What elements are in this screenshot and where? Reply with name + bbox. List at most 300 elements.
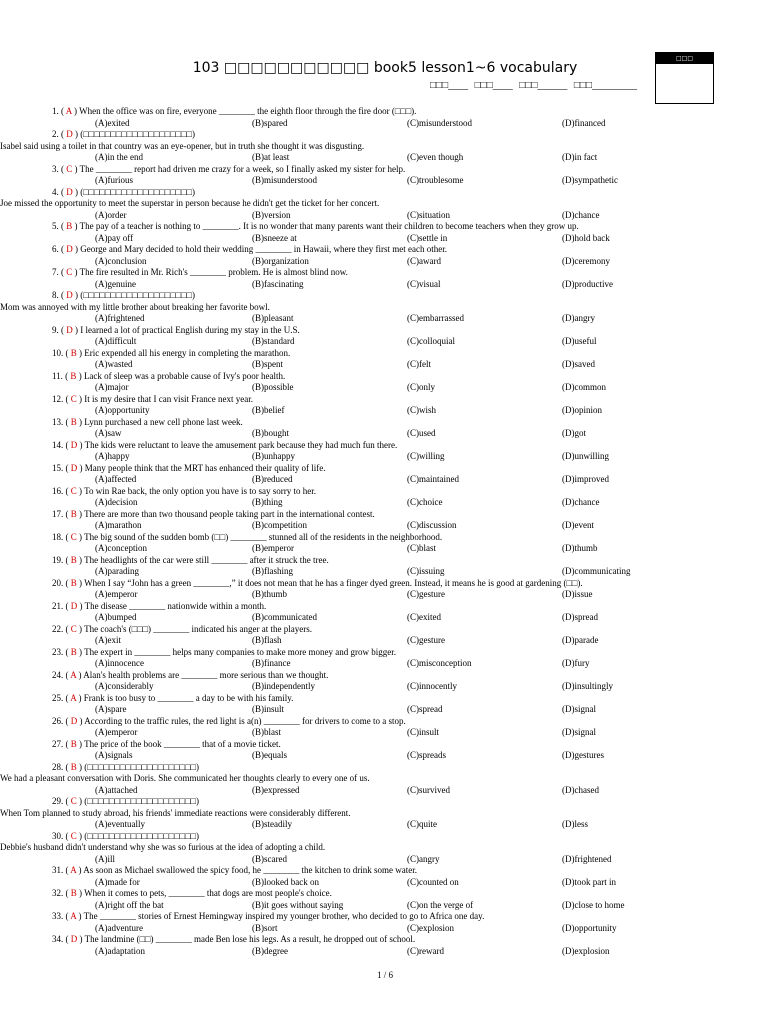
option-row xyxy=(52,474,732,486)
option-row xyxy=(52,152,732,164)
question-stem: The headlights of the car were still ________ after it struck the tree. xyxy=(84,554,329,565)
option-a: (A)frightened xyxy=(95,313,145,323)
option-a: (A)right off the bat xyxy=(95,899,164,910)
question-line xyxy=(52,290,732,302)
option-c: (C)used xyxy=(407,428,436,438)
option-a: (A)adventure xyxy=(95,922,143,933)
option-b: (B)spent xyxy=(252,359,283,369)
answer-close-paren: ) xyxy=(77,439,85,450)
answer-letter: C xyxy=(66,163,73,174)
answer-open-paren: ( xyxy=(63,416,71,427)
answer-close-paren: ) xyxy=(76,508,85,519)
answer-close-paren: ) xyxy=(72,163,80,174)
option-c: (C)only xyxy=(407,382,435,392)
option-d: (D)sympathetic xyxy=(562,175,618,185)
option-b: (B)steadily xyxy=(252,819,292,829)
answer-letter: C xyxy=(66,267,73,277)
answer-close-paren: ) xyxy=(76,577,85,588)
option-b: (B)it goes without saying xyxy=(252,899,344,910)
option-d: (D)event xyxy=(562,520,594,530)
option-a: (A)signals xyxy=(95,750,133,760)
option-row xyxy=(52,497,732,509)
answer-open-paren: ( xyxy=(63,485,71,496)
question-number: 24. xyxy=(52,669,64,680)
question-stem: George and Mary decided to hold their wedding ________ in Hawaii, where they first met each other. xyxy=(80,244,447,254)
question-line xyxy=(52,221,732,233)
answer-letter: A xyxy=(70,911,77,921)
answer-letter: A xyxy=(70,669,77,680)
question-item xyxy=(52,934,732,957)
question-context: Isabel said using a toilet in that country was an eye-opener, but in truth she thought it was disgusting. xyxy=(0,140,365,151)
question-item xyxy=(0,761,732,797)
question-item xyxy=(0,796,732,831)
option-a: (A)major xyxy=(95,382,129,392)
answer-close-paren: ) xyxy=(72,221,80,231)
option-c: (C)troublesome xyxy=(407,175,464,185)
question-context: Debbie's husband didn't understand why she was so furious at the idea of adopting a child. xyxy=(0,842,326,852)
question-context: When Tom planned to study abroad, his friends' immediate reactions were considerably different. xyxy=(0,807,351,818)
question-stem: The disease ________ nationwide within a month. xyxy=(84,600,267,611)
option-d: (D)signal xyxy=(562,704,596,714)
question-number: 11. xyxy=(52,370,63,381)
answer-letter: D xyxy=(66,290,73,300)
question-item xyxy=(52,693,732,716)
question-item xyxy=(52,106,732,129)
option-d: (D)common xyxy=(562,382,606,392)
question-stem: The landmine (□□) ________ made Ben lose his legs. As a result, he dropped out of school. xyxy=(84,934,416,944)
question-line xyxy=(52,555,732,567)
question-item xyxy=(52,555,732,578)
answer-letter: B xyxy=(70,508,77,519)
question-number: 26. xyxy=(52,715,64,726)
answer-letter: D xyxy=(66,186,73,197)
question-number: 5. xyxy=(52,221,59,231)
option-b: (B)expressed xyxy=(252,784,300,795)
question-line xyxy=(52,509,732,521)
answer-open-paren: ( xyxy=(63,715,71,726)
question-number: 17. xyxy=(52,508,64,519)
option-a: (A)decision xyxy=(95,497,138,507)
question-number: 27. xyxy=(52,738,64,749)
answer-letter: C xyxy=(70,623,77,634)
question-item xyxy=(52,670,732,693)
answer-letter: B xyxy=(70,554,77,565)
option-c: (C)gesture xyxy=(407,589,445,599)
option-d: (D)close to home xyxy=(562,899,625,910)
question-number: 4. xyxy=(52,186,59,197)
question-item xyxy=(52,739,732,762)
option-row xyxy=(52,118,732,130)
answer-close-paren: ) xyxy=(76,623,85,634)
question-stem: It is my desire that I can visit France next year. xyxy=(84,393,253,404)
answer-close-paren: ) xyxy=(76,393,85,404)
answer-letter: D xyxy=(70,715,78,726)
option-d: (D)productive xyxy=(562,278,613,289)
seat-field[interactable]: □□□____ xyxy=(474,80,513,91)
option-c: (C)felt xyxy=(407,359,431,369)
option-d: (D)insultingly xyxy=(562,681,613,691)
option-b: (B)fascinating xyxy=(252,278,304,289)
question-item xyxy=(52,911,732,934)
option-d: (D)spread xyxy=(562,612,598,622)
question-item xyxy=(52,348,732,371)
answer-letter: B xyxy=(70,738,77,749)
question-line xyxy=(52,164,732,176)
answer-open-paren: ( xyxy=(63,577,71,588)
option-a: (A)conclusion xyxy=(95,255,147,266)
answer-letter: B xyxy=(66,221,73,231)
answer-close-paren: ) xyxy=(76,485,85,496)
answer-open-paren: ( xyxy=(58,324,67,335)
option-b: (B)belief xyxy=(252,405,285,415)
question-line xyxy=(52,325,732,337)
question-stem: Alan's health problems are ________ more serious than we thought. xyxy=(83,669,329,680)
option-d: (D)saved xyxy=(562,359,595,369)
question-stem: The ________ report had driven me crazy for a week, so I finally asked my sister for help. xyxy=(79,163,406,174)
question-number: 33. xyxy=(52,911,64,921)
question-stem: The ________ stories of Ernest Hemingway inspired my younger brother, who decided to go to Africa one day. xyxy=(83,911,485,921)
answer-letter: C xyxy=(70,830,77,841)
option-row xyxy=(52,451,732,463)
question-stem: When the office was on fire, everyone ________ the eighth floor through the fire door (□□□). xyxy=(79,106,417,116)
question-number: 19. xyxy=(52,554,64,565)
option-a: (A)parading xyxy=(95,566,139,576)
answer-open-paren: ( xyxy=(58,221,67,231)
question-list xyxy=(0,106,732,957)
answer-open-paren: ( xyxy=(63,393,71,404)
answer-letter: D xyxy=(70,462,78,473)
option-c: (C)gesture xyxy=(407,635,445,645)
option-a: (A)considerably xyxy=(95,681,154,691)
option-d: (D)improved xyxy=(562,474,609,484)
answer-close-paren: ) xyxy=(76,370,84,381)
question-item xyxy=(52,509,732,532)
question-line xyxy=(52,762,732,774)
option-b: (B)sort xyxy=(252,922,278,933)
option-c: (C)survived xyxy=(407,784,450,795)
question-number: 34. xyxy=(52,934,64,944)
option-d: (D)explosion xyxy=(562,945,610,956)
option-c: (C)angry xyxy=(407,853,440,864)
option-b: (B)flashing xyxy=(252,566,293,576)
question-number: 22. xyxy=(52,623,64,634)
option-c: (C)reward xyxy=(407,945,444,956)
question-line xyxy=(52,394,732,406)
option-b: (B)thumb xyxy=(252,589,287,599)
class-field[interactable]: □□□____ xyxy=(430,80,469,91)
option-c: (C)maintained xyxy=(407,474,459,484)
option-row xyxy=(52,704,732,716)
answer-close-paren: ) xyxy=(72,129,81,139)
question-number: 30. xyxy=(52,830,64,841)
answer-close-paren: ) xyxy=(76,669,84,680)
option-b: (B)at least xyxy=(252,152,290,162)
answer-letter: C xyxy=(70,531,77,542)
option-b: (B)communicated xyxy=(252,612,317,622)
question-line xyxy=(52,106,732,118)
answer-close-paren: ) xyxy=(76,830,85,841)
option-row xyxy=(52,681,732,693)
option-d: (D)chance xyxy=(562,209,600,220)
question-item xyxy=(52,532,732,555)
option-d: (D)opportunity xyxy=(562,922,617,933)
option-b: (B)independently xyxy=(252,681,315,691)
question-stem: When it comes to pets, ________ that dogs are most people's choice. xyxy=(84,888,332,898)
question-number: 25. xyxy=(52,692,64,703)
option-row xyxy=(52,313,732,325)
option-d: (D)less xyxy=(562,819,588,829)
option-a: (A)saw xyxy=(95,428,122,438)
answer-close-paren: ) xyxy=(72,244,81,254)
answer-close-paren: ) xyxy=(77,600,85,611)
answer-open-paren: ( xyxy=(58,129,67,139)
question-line xyxy=(52,463,732,475)
answer-open-paren: ( xyxy=(63,796,71,806)
option-d: (D)issue xyxy=(562,589,593,599)
option-row xyxy=(52,750,732,762)
option-row xyxy=(52,233,732,245)
answer-close-paren: ) xyxy=(76,531,85,542)
option-a: (A)wasted xyxy=(95,359,133,369)
question-line xyxy=(52,601,732,613)
option-c: (C)discussion xyxy=(407,520,457,530)
question-line xyxy=(52,348,732,360)
option-a: (A)pay off xyxy=(95,232,134,243)
question-number: 3. xyxy=(52,163,59,174)
option-b: (B)spared xyxy=(252,117,288,128)
question-line xyxy=(52,716,732,728)
answer-open-paren: ( xyxy=(58,244,67,254)
option-a: (A)happy xyxy=(95,451,130,461)
option-c: (C)wish xyxy=(407,405,436,415)
question-stem: The kids were reluctant to leave the amusement park because they had much fun there. xyxy=(84,439,398,450)
question-number: 21. xyxy=(52,600,64,611)
question-number: 8. xyxy=(52,290,59,300)
option-row xyxy=(52,635,732,647)
answer-close-paren: ) xyxy=(72,324,81,335)
option-c: (C)on the verge of xyxy=(407,899,474,910)
option-b: (B)sneeze at xyxy=(252,232,297,243)
answer-close-paren: ) xyxy=(72,290,81,300)
answer-close-paren: ) xyxy=(77,715,85,726)
question-stem: Lynn purchased a new cell phone last week. xyxy=(84,416,243,427)
question-stem: Frank is too busy to ________ a day to be with his family. xyxy=(83,692,294,703)
question-number: 6. xyxy=(52,244,59,254)
question-item xyxy=(52,486,732,509)
answer-open-paren: ( xyxy=(58,163,67,174)
answer-letter: D xyxy=(66,324,73,335)
question-line xyxy=(52,934,732,946)
option-b: (B)possible xyxy=(252,382,294,392)
answer-letter: A xyxy=(65,106,72,116)
question-stem: (□□□□□□□□□□□□□□□□□□□□) xyxy=(80,290,195,300)
question-line xyxy=(52,865,732,877)
option-d: (D)fury xyxy=(562,658,590,668)
score-field[interactable]: □□□_________ xyxy=(573,80,637,91)
question-item xyxy=(52,647,732,670)
answer-letter: B xyxy=(70,761,77,772)
option-a: (A)eventually xyxy=(95,819,145,829)
option-b: (B)unhappy xyxy=(252,451,295,461)
option-d: (D)useful xyxy=(562,336,597,346)
option-row xyxy=(52,785,732,797)
answer-open-paren: ( xyxy=(63,934,71,944)
option-b: (B)reduced xyxy=(252,474,293,484)
option-row xyxy=(52,359,732,371)
option-row xyxy=(52,382,732,394)
question-stem: (□□□□□□□□□□□□□□□□□□□□) xyxy=(84,796,199,806)
question-item xyxy=(0,186,732,222)
option-c: (C)spreads xyxy=(407,750,446,760)
score-box-header: □□□ xyxy=(656,53,713,64)
option-a: (A)adaptation xyxy=(95,945,145,956)
answer-open-paren: ( xyxy=(63,531,71,542)
question-item xyxy=(52,417,732,440)
question-stem: (□□□□□□□□□□□□□□□□□□□□) xyxy=(80,186,195,197)
option-a: (A)bumped xyxy=(95,612,137,622)
question-item xyxy=(52,578,732,601)
option-c: (C)counted on xyxy=(407,876,459,887)
answer-close-paren: ) xyxy=(72,186,81,197)
answer-letter: B xyxy=(70,577,77,588)
option-c: (C)willing xyxy=(407,451,445,461)
option-d: (D)signal xyxy=(562,727,596,737)
question-item xyxy=(52,624,732,647)
answer-letter: B xyxy=(70,347,77,358)
option-c: (C)award xyxy=(407,255,441,266)
question-number: 20. xyxy=(52,577,64,588)
answer-open-paren: ( xyxy=(63,761,71,772)
question-stem: According to the traffic rules, the red light is a(n) ________ for drivers to come to a stop. xyxy=(84,715,406,726)
question-item xyxy=(52,325,732,348)
option-a: (A)difficult xyxy=(95,336,137,346)
answer-close-paren: ) xyxy=(76,911,84,921)
answer-letter: B xyxy=(70,370,77,381)
option-a: (A)emperor xyxy=(95,589,138,599)
question-number: 29. xyxy=(52,796,64,806)
question-context: Joe missed the opportunity to meet the superstar in person because he didn't get the ticket for her concert. xyxy=(0,198,380,208)
option-c: (C)spread xyxy=(407,704,443,714)
option-row xyxy=(52,566,732,578)
question-line xyxy=(52,796,732,808)
option-b: (B)version xyxy=(252,209,291,220)
option-c: (C)misunderstood xyxy=(407,117,472,128)
question-item xyxy=(52,888,732,911)
answer-open-paren: ( xyxy=(63,888,71,898)
question-stem: When I say “John has a green ________,” it does not mean that he has a finger dyed green. Instead, it means he is good at gardening (□□). xyxy=(84,577,583,588)
option-c: (C)colloquial xyxy=(407,336,455,346)
question-line xyxy=(52,417,732,429)
option-a: (A)order xyxy=(95,209,127,220)
answer-open-paren: ( xyxy=(62,370,71,381)
question-stem: The coach's (□□□) ________ indicated his anger at the players. xyxy=(84,623,312,634)
answer-close-paren: ) xyxy=(76,796,85,806)
option-row xyxy=(52,543,732,555)
question-item xyxy=(52,865,732,888)
question-line xyxy=(52,578,732,590)
option-b: (B)looked back on xyxy=(252,876,319,887)
option-b: (B)organization xyxy=(252,255,309,266)
option-d: (D)frightened xyxy=(562,853,612,864)
answer-open-paren: ( xyxy=(58,186,67,197)
question-number: 31. xyxy=(52,865,64,875)
question-line xyxy=(52,267,732,279)
option-d: (D)parade xyxy=(562,635,599,645)
answer-open-paren: ( xyxy=(63,911,71,921)
option-d: (D)took part in xyxy=(562,876,616,887)
option-d: (D)hold back xyxy=(562,232,610,243)
answer-open-paren: ( xyxy=(63,347,71,358)
answer-letter: B xyxy=(70,416,77,427)
option-row xyxy=(52,405,732,417)
answer-close-paren: ) xyxy=(77,462,85,473)
option-a: (A)conception xyxy=(95,543,147,553)
option-row xyxy=(52,612,732,624)
answer-open-paren: ( xyxy=(63,439,71,450)
answer-letter: C xyxy=(70,796,77,806)
option-a: (A)spare xyxy=(95,704,127,714)
option-d: (D)financed xyxy=(562,117,606,128)
question-item xyxy=(52,716,732,739)
option-d: (D)chased xyxy=(562,784,599,795)
question-number: 12. xyxy=(52,393,64,404)
question-stem: The pay of a teacher is nothing to ________. It is no wonder that many parents want their children to become teachers when they grow up. xyxy=(79,221,579,231)
option-a: (A)made for xyxy=(95,876,140,887)
option-c: (C)blast xyxy=(407,543,436,553)
option-row xyxy=(52,256,732,268)
option-b: (B)flash xyxy=(252,635,282,645)
option-b: (B)insult xyxy=(252,704,285,714)
option-row xyxy=(52,946,732,958)
option-c: (C)situation xyxy=(407,209,450,220)
option-c: (C)choice xyxy=(407,497,443,507)
answer-open-paren: ( xyxy=(63,462,71,473)
option-d: (D)angry xyxy=(562,313,595,323)
question-number: 15. xyxy=(52,462,64,473)
question-number: 13. xyxy=(52,416,64,427)
answer-open-paren: ( xyxy=(63,669,71,680)
option-d: (D)thumb xyxy=(562,543,598,553)
option-a: (A)marathon xyxy=(95,520,142,530)
question-number: 28. xyxy=(52,761,64,772)
question-stem: (□□□□□□□□□□□□□□□□□□□□) xyxy=(84,761,199,772)
score-box xyxy=(655,52,714,104)
question-line xyxy=(52,670,732,682)
question-line xyxy=(52,371,732,383)
answer-open-paren: ( xyxy=(63,830,71,841)
question-stem: The expert in ________ helps many companies to make more money and grow bigger. xyxy=(84,646,397,657)
question-number: 1. xyxy=(52,106,59,116)
question-item xyxy=(52,164,732,187)
question-line xyxy=(52,486,732,498)
answer-open-paren: ( xyxy=(63,865,71,875)
question-number: 32. xyxy=(52,888,64,898)
question-stem: The big sound of the sudden bomb (□□) ________ stunned all of the residents in the neighborhood. xyxy=(84,531,443,542)
option-b: (B)competition xyxy=(252,520,307,530)
question-item xyxy=(52,371,732,394)
question-item xyxy=(52,440,732,463)
option-c: (C)explosion xyxy=(407,922,454,933)
question-line xyxy=(52,911,732,923)
answer-close-paren: ) xyxy=(71,106,80,116)
option-row xyxy=(52,175,732,187)
name-field[interactable]: □□□______ xyxy=(519,80,568,91)
option-a: (A)exit xyxy=(95,635,121,645)
question-stem: (□□□□□□□□□□□□□□□□□□□□) xyxy=(84,830,199,841)
answer-letter: C xyxy=(70,485,77,496)
question-line xyxy=(52,739,732,751)
answer-close-paren: ) xyxy=(76,347,85,358)
